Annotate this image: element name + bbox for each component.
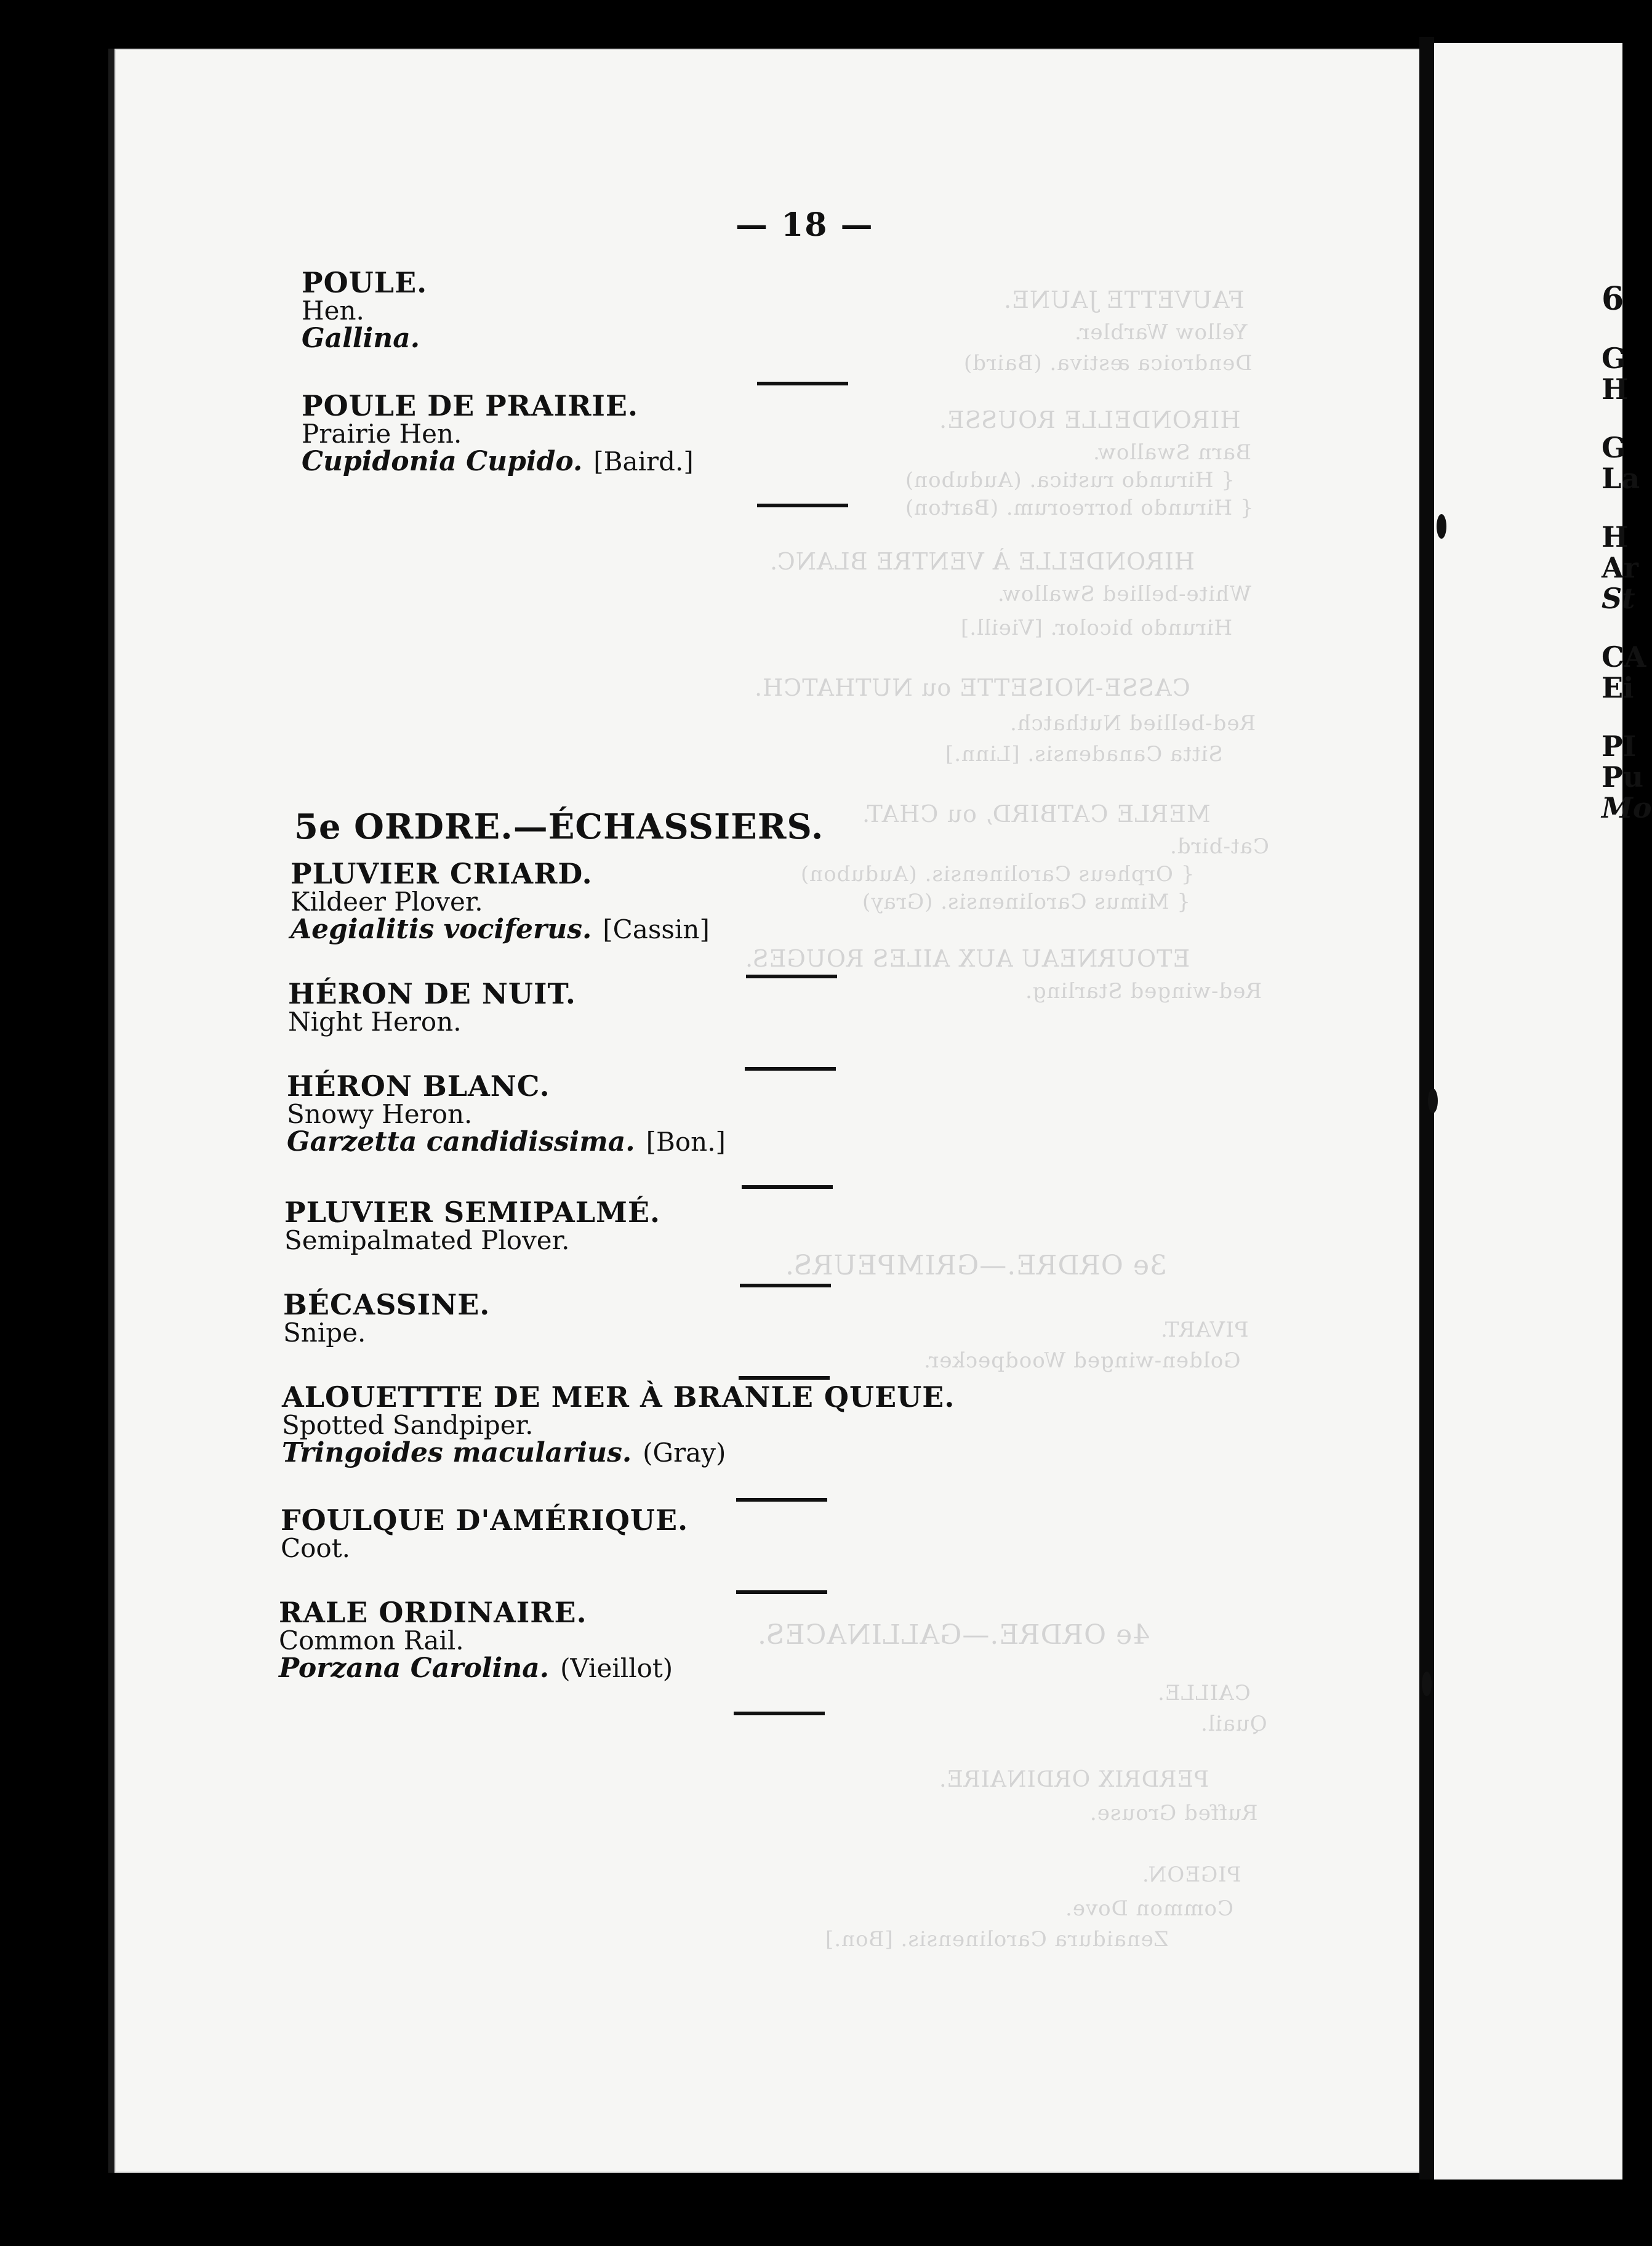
ghost-line: Cat-bird. <box>1169 834 1269 859</box>
fragment: La <box>1602 462 1640 495</box>
species-entry <box>288 979 576 1036</box>
ghost-line: Common Dove. <box>1065 1896 1234 1921</box>
binding-notch <box>1437 514 1446 539</box>
english-name: Snowy Heron. <box>287 1099 473 1130</box>
ghost-line: Zenaidura Carolinensis. [Bon.] <box>825 1927 1169 1952</box>
authority: [Baird.] <box>593 446 694 477</box>
species-entry <box>283 1290 490 1346</box>
ghost-line: Yellow Warbler. <box>1074 320 1248 345</box>
french-name: BÉCASSINE. <box>283 1288 491 1321</box>
fragment: H <box>1602 520 1629 553</box>
french-name: HÉRON DE NUIT. <box>288 977 576 1010</box>
authority: (Gray) <box>643 1438 726 1468</box>
ghost-line: Hirundo bicolor. [Vieill.] <box>960 616 1233 640</box>
species-entry <box>284 1197 660 1254</box>
entry-divider <box>757 382 848 385</box>
species-entry <box>291 859 710 944</box>
entry-divider <box>736 1590 827 1594</box>
right-page <box>1434 43 1622 2180</box>
french-name: HÉRON BLANC. <box>287 1069 550 1103</box>
ghost-line: White-bellied Swallow. <box>997 582 1251 606</box>
ghost-line: { Orpheus Carolinensis. (Audubon) <box>800 862 1195 887</box>
ghost-line: PIGEON. <box>1142 1862 1241 1887</box>
ghost-line: Red-winged Starling. <box>1025 979 1262 1004</box>
french-name: POULE DE PRAIRIE. <box>302 389 639 422</box>
french-name: PLUVIER SEMIPALMÉ. <box>284 1196 661 1229</box>
latin-name: Tringoides macularius. <box>282 1437 632 1469</box>
ghost-line: Dendroica æstiva. (Baird) <box>963 351 1253 376</box>
fragment: Pu <box>1602 760 1644 794</box>
species-entry <box>287 1071 726 1157</box>
fragment: Ar <box>1602 551 1638 584</box>
french-name: FOULQUE D'AMÉRIQUE. <box>281 1503 689 1537</box>
entry-divider <box>739 1376 830 1380</box>
ghost-line: { Hirundo rustica. (Audubon) <box>905 468 1235 493</box>
species-entry <box>302 391 694 477</box>
fragment: 6 <box>1602 280 1624 318</box>
latin-name: Porzana Carolina. <box>279 1652 550 1684</box>
ghost-line: Golden-winged Woodpecker. <box>923 1348 1241 1373</box>
ghost-line: Sitta Canadensis. [Linn.] <box>945 742 1223 767</box>
entry-divider <box>746 975 837 978</box>
english-name: Spotted Sandpiper. <box>282 1410 534 1441</box>
french-name: RALE ORDINAIRE. <box>279 1596 587 1629</box>
entry-divider <box>734 1712 825 1715</box>
binding-notch <box>1422 1672 1432 1696</box>
english-name: Night Heron. <box>288 1007 462 1037</box>
page-number: — 18 — <box>736 206 874 244</box>
species-entry <box>279 1598 673 1683</box>
authority: (Vieillot) <box>560 1653 673 1684</box>
fragment: G <box>1602 342 1626 375</box>
entry-divider <box>745 1067 836 1071</box>
authority: [Cassin] <box>603 914 710 945</box>
binding-notch <box>1428 1089 1438 1113</box>
ghost-line: Red-bellied Nuthatch. <box>1009 711 1256 736</box>
english-name: Snipe. <box>283 1318 366 1348</box>
fragment: H <box>1602 372 1629 406</box>
section-heading: 5e ORDRE.—ÉCHASSIERS. <box>294 807 824 847</box>
ghost-line: Quail. <box>1200 1712 1267 1736</box>
ghost-line: Barn Swallow. <box>1093 440 1251 465</box>
fragment: PI <box>1602 730 1637 763</box>
ghost-line: FAUVETTE JAUNE. <box>1003 286 1245 313</box>
species-entry <box>302 268 427 353</box>
species-entry <box>281 1505 688 1562</box>
latin-name: Gallina. <box>302 323 420 355</box>
french-name: POULE. <box>302 266 428 299</box>
ghost-line: MERLE CATBIRD, ou CHAT. <box>862 800 1211 827</box>
french-name: ALOUETTTE DE MER À BRANLE QUEUE. <box>282 1380 955 1414</box>
fragment: G <box>1602 431 1626 464</box>
entry-divider <box>742 1185 833 1189</box>
ghost-line: CASSE-NOISETTE ou NUTHATCH. <box>754 674 1190 701</box>
english-name: Common Rail. <box>279 1625 464 1656</box>
ghost-line: PERDRIX ORDINAIRE. <box>939 1767 1209 1792</box>
ghost-line: 3e ORDRE.—GRIMPEURS. <box>785 1250 1167 1281</box>
ghost-line: PIVART. <box>1160 1318 1249 1342</box>
ghost-line: CAILLE. <box>1157 1681 1251 1705</box>
fragment: CA <box>1602 640 1646 674</box>
ghost-line: HIRONDELLE À VENTRE BLANC. <box>769 548 1195 575</box>
english-name: Hen. <box>302 296 364 326</box>
authority: [Bon.] <box>646 1127 726 1157</box>
ghost-line: { Hirundo horreorum. (Barton) <box>905 496 1254 520</box>
ghost-line: HIRONDELLE ROUSSE. <box>939 406 1241 433</box>
english-name: Kildeer Plover. <box>291 887 483 917</box>
species-entry <box>282 1382 955 1468</box>
ghost-line: 4e ORDRE.—GALLINACES. <box>757 1619 1150 1651</box>
ghost-line: ETOURNEAU AUX AILES ROUGES. <box>745 945 1190 972</box>
latin-name: Aegialitis vociferus. <box>291 914 592 946</box>
french-name: PLUVIER CRIARD. <box>291 857 593 890</box>
english-name: Prairie Hen. <box>302 419 462 449</box>
latin-name: Cupidonia Cupido. <box>302 446 583 478</box>
ghost-line: { Mimus Carolinensis. (Gray) <box>862 890 1190 914</box>
fragment: St <box>1602 582 1635 615</box>
ghost-line: Ruffed Grouse. <box>1089 1801 1258 1825</box>
english-name: Semipalmated Plover. <box>284 1225 570 1256</box>
entry-divider <box>757 504 848 507</box>
entry-divider <box>736 1498 827 1502</box>
english-name: Coot. <box>281 1533 350 1564</box>
fragment: Mo <box>1602 791 1652 824</box>
latin-name: Garzetta candidissima. <box>287 1126 635 1158</box>
fragment: Ei <box>1602 671 1634 704</box>
entry-divider <box>740 1284 831 1287</box>
